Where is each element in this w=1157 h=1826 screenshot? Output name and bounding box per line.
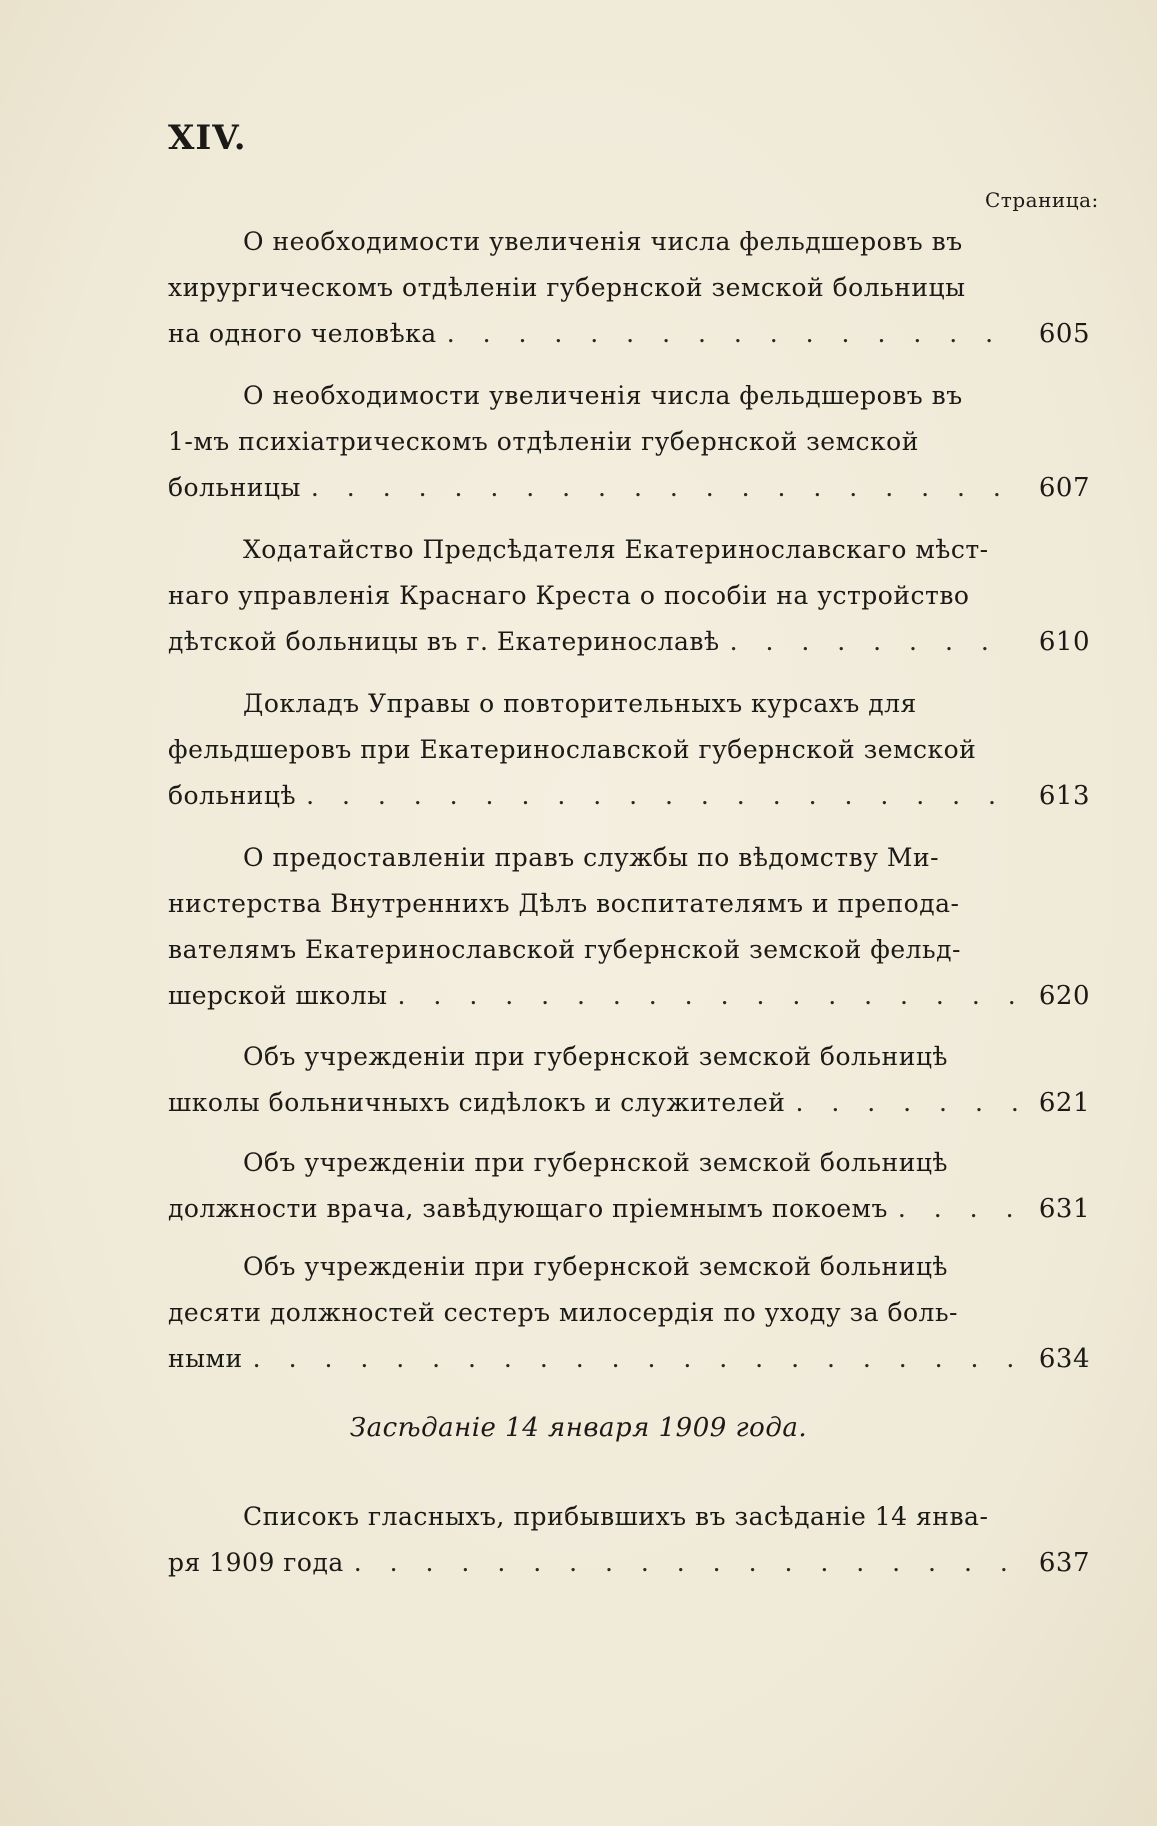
entry-last-line xyxy=(168,1080,1090,1126)
page-column-header: Страница: xyxy=(985,188,1099,212)
page-reference: 621 xyxy=(1038,1088,1090,1118)
entry-last-line xyxy=(168,1186,1090,1232)
section-heading: Засѣданіе 14 января 1909 года. xyxy=(349,1413,808,1443)
entry-line: больницѣ xyxy=(168,781,297,810)
page-reference: 607 xyxy=(1038,473,1090,503)
toc-entry xyxy=(168,681,1090,819)
page-reference: 634 xyxy=(1038,1344,1090,1374)
entry-line: О необходимости увеличенія числа фельдшеровъ въ xyxy=(243,227,963,256)
entry-line: Докладъ Управы о повторительныхъ курсахъ для xyxy=(243,689,917,718)
toc-entry xyxy=(168,835,1090,1019)
dot-leader xyxy=(306,773,1018,819)
page-reference: 637 xyxy=(1038,1548,1090,1578)
entry-line: вателямъ Екатеринославской губернской земской фельд- xyxy=(168,935,961,964)
dot-leader xyxy=(795,1080,1018,1126)
entry-line: фельдшеровъ при Екатеринославской губернской земской xyxy=(168,735,977,764)
toc-entry xyxy=(168,1140,1090,1232)
entry-line: шерской школы xyxy=(168,981,388,1010)
entry-line: 1-мъ психіатрическомъ отдѣленіи губернской земской xyxy=(168,427,919,456)
entry-last-line xyxy=(168,773,1090,819)
page-number-roman: XIV. xyxy=(168,118,247,158)
dot-leader xyxy=(447,311,1018,357)
toc-entry xyxy=(168,1494,1090,1586)
page-reference: 605 xyxy=(1038,319,1090,349)
entry-line: больницы xyxy=(168,473,301,502)
entry-line: ными xyxy=(168,1344,243,1373)
entry-line: О необходимости увеличенія числа фельдшеровъ въ xyxy=(243,381,963,410)
entry-line: на одного человѣка xyxy=(168,319,437,348)
entry-line: дѣтской больницы въ г. Екатеринославѣ xyxy=(168,627,720,656)
entry-line: ря 1909 года xyxy=(168,1548,344,1577)
entry-line: Объ учрежденіи при губернской земской больницѣ xyxy=(243,1252,949,1281)
entry-line: нистерства Внутреннихъ Дѣлъ воспитателямъ и препода- xyxy=(168,889,960,918)
page-reference: 613 xyxy=(1038,781,1090,811)
entry-line: десяти должностей сестеръ милосердія по уходу за боль- xyxy=(168,1298,959,1327)
entry-last-line xyxy=(168,465,1090,511)
entry-line: Объ учрежденіи при губернской земской больницѣ xyxy=(243,1148,949,1177)
toc-entry xyxy=(168,527,1090,665)
entry-line: должности врача, завѣдующаго пріемнымъ покоемъ xyxy=(168,1194,888,1223)
dot-leader xyxy=(730,619,1018,665)
dot-leader xyxy=(253,1336,1018,1382)
entry-line: О предоставленіи правъ службы по вѣдомству Ми- xyxy=(243,843,940,872)
entry-line: Объ учрежденіи при губернской земской больницѣ xyxy=(243,1042,949,1071)
entry-last-line xyxy=(168,619,1090,665)
entry-line: Ходатайство Предсѣдателя Екатеринославскаго мѣст- xyxy=(243,535,989,564)
entry-last-line xyxy=(168,1540,1090,1586)
page-reference: 610 xyxy=(1038,627,1090,657)
toc-entry xyxy=(168,1244,1090,1382)
toc-entry xyxy=(168,219,1090,357)
entry-last-line xyxy=(168,311,1090,357)
page-reference: 620 xyxy=(1038,981,1090,1011)
page-reference: 631 xyxy=(1038,1194,1090,1224)
dot-leader xyxy=(898,1186,1018,1232)
entry-last-line xyxy=(168,1336,1090,1382)
entry-last-line xyxy=(168,973,1090,1019)
entry-line: Списокъ гласныхъ, прибывшихъ въ засѣданіе 14 янва- xyxy=(243,1502,989,1531)
entry-line: школы больничныхъ сидѣлокъ и служителей xyxy=(168,1088,786,1117)
entry-line: хирургическомъ отдѣленіи губернской земской больницы xyxy=(168,273,966,302)
entry-line: наго управленія Краснаго Креста о пособіи на устройство xyxy=(168,581,970,610)
dot-leader xyxy=(311,465,1018,511)
dot-leader xyxy=(354,1540,1018,1586)
toc-entry xyxy=(168,1034,1090,1126)
toc-entry xyxy=(168,373,1090,511)
dot-leader xyxy=(398,973,1018,1019)
